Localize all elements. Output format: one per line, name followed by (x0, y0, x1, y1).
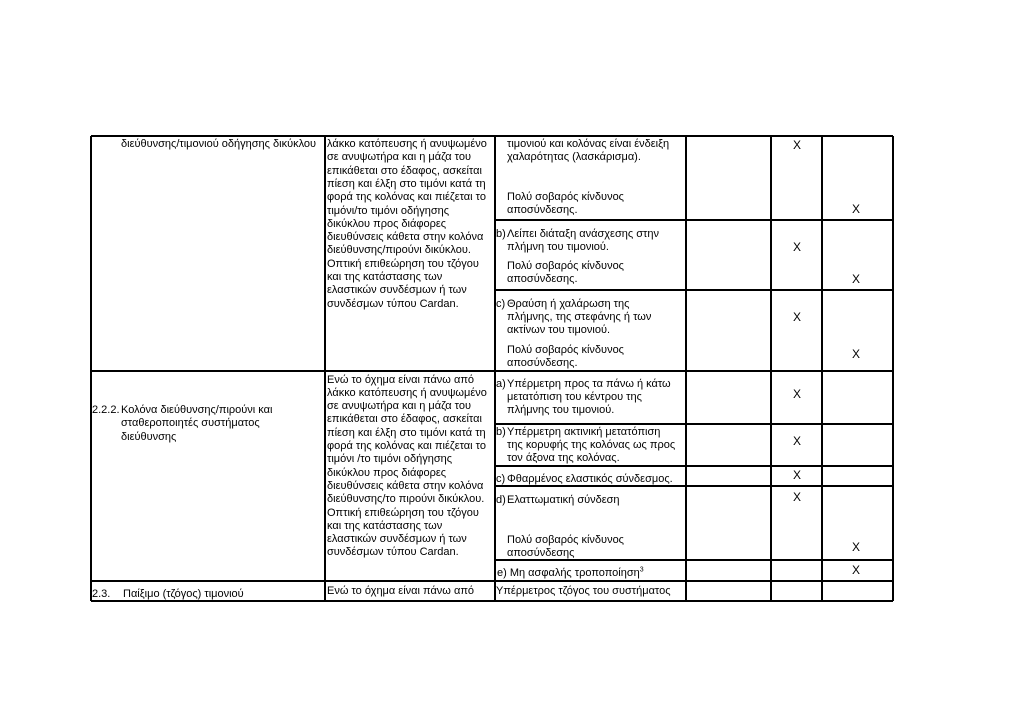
row1-method-line: φορά της κολόνας και πιέζεται το (327, 191, 486, 204)
row2-defect-b-line: Υπέρμετρη ακτινική μετατόπιση (507, 425, 661, 438)
row1-method-line: δικύκλου προς διάφορες (327, 217, 447, 230)
row2-defect-d-text: Ελαττωματική σύνδεση (507, 493, 620, 506)
row1-method-line: ελαστικών συνδέσμων ή των (327, 284, 467, 297)
row1-method-line: διευθύνσεις κάθετα στην κολόνα (327, 231, 484, 244)
row2-item-title-line: διεύθυνσης (121, 430, 177, 443)
row2-item-number: 2.2.2. (92, 404, 120, 416)
row2-defect-a-line: μετατόπιση του κέντρου της (507, 390, 642, 403)
row2-c-major-mark: X (793, 468, 802, 482)
row1-defect-a-line: χαλαρότητας (λασκάρισμα). (507, 151, 641, 164)
row1-defect-c-line: πλήμνης, της στεφάνης ή των (507, 310, 652, 323)
row2-defect-a-line: πλήμνης του τιμονιού. (507, 404, 615, 417)
row1-defect-a-serious-line: Πολύ σοβαρός κίνδυνος (507, 190, 624, 203)
row1-item-title: διεύθυνσης/τιμονιού οδήγησης δικύκλου (121, 138, 317, 150)
row2-defect-b-line: τον άξονα της κολόνας. (507, 452, 620, 465)
row2-e-dangerous-mark: X (852, 563, 861, 577)
row2-method-line: διεύθυνσης/το πιρούνι δικύκλου. (327, 493, 485, 506)
row2-method-line: συνδέσμων τύπου Cardan. (327, 546, 459, 559)
row2-defect-a-label: a) (496, 377, 506, 390)
row2-d-major-mark: X (793, 490, 802, 504)
row2-defect-d-serious-line: αποσύνδεσης (507, 546, 575, 559)
row1-defect-c-label: c) (496, 297, 506, 310)
row2-defect-b-label: b) (496, 425, 506, 438)
row1-method-line: επικάθεται στο έδαφος, ασκείται (327, 164, 482, 177)
row2-method-line: και της κατάστασης των (327, 519, 443, 532)
row1-method-line: διεύθυνσης/πιρούνι δικύκλου. (327, 244, 471, 257)
row2-method-line: επικάθεται στο έδαφος, ασκείται (327, 413, 482, 426)
row2-method-line: ελαστικών συνδέσμων ή των (327, 533, 467, 546)
row1-method-line: πίεση και έλξη στο τιμόνι κατά τη (327, 177, 486, 190)
footnote-marker: 3 (639, 565, 644, 573)
row1-defect-b-serious-line: αποσύνδεσης. (507, 273, 578, 286)
row1-method-line: και της κατάστασης των (327, 271, 443, 283)
row1-defect-a-line: τιμονιού και κολόνας είναι ένδειξη (507, 138, 670, 150)
row1-method-line: Οπτική επιθεώρηση του τζόγου (327, 257, 479, 270)
row1-b-dangerous-mark: X (852, 272, 861, 286)
row2-method-line: διευθύνσεις κάθετα στην κολόνα (327, 479, 484, 492)
row1-defect-a-serious-line: αποσύνδεσης. (507, 203, 578, 216)
row2-defect-b-line: της κορυφής της κολόνας ως προς (507, 438, 676, 451)
row3-defect-line: Υπέρμετρος τζόγος του συστήματος (496, 584, 671, 597)
row2-method-line: φορά της κολόνας και πιέζεται το (327, 440, 486, 452)
row1-c-dangerous-mark: X (852, 347, 861, 361)
row1-defect-b-label: b) (496, 227, 506, 240)
row2-method-line: Ενώ το όχημα είναι πάνω από (327, 373, 475, 386)
row2-d-dangerous-mark: X (852, 540, 861, 554)
row1-method-line: σε ανυψωτήρα και η μάζα του (327, 151, 471, 164)
row2-item-title-line: σταθεροποιητές συστήματος (121, 417, 260, 430)
row1-defect-b-line: Λείπει διάταξη ανάσχεσης στην (507, 227, 659, 240)
row1-b-major-mark: X (793, 240, 802, 254)
row1-c-major-mark: X (793, 310, 802, 324)
row2-method-line: δικύκλου προς διάφορες (327, 466, 447, 479)
row1-a-dangerous-mark: X (852, 202, 861, 216)
row2-method-line: λάκκο κατόπευσης ή ανυψωμένο (327, 386, 487, 399)
row1-method-line: λάκκο κατόπευσης ή ανυψωμένο (327, 138, 487, 150)
row1-method-line: συνδέσμων τύπου Cardan. (327, 297, 459, 310)
row2-a-major-mark: X (793, 387, 802, 401)
row1-a-major-mark: X (793, 138, 802, 152)
row2-defect-e-text (497, 567, 644, 580)
row2-defect-a-line: Υπέρμετρη προς τα πάνω ή κάτω (507, 377, 671, 390)
row2-method-line: Οπτική επιθεώρηση του τζόγου (327, 506, 479, 519)
row1-method-line: τιμόνι/το τιμόνι οδήγησης (327, 204, 450, 217)
row2-b-major-mark: X (793, 434, 802, 448)
row1-defect-b-line: πλήμνη του τιμονιού. (507, 240, 609, 253)
row1-defect-c-line: Θραύση ή χαλάρωση της (507, 297, 630, 310)
row3-item-number: 2.3. (92, 587, 111, 600)
row1-defect-c-serious-line: αποσύνδεσης. (507, 356, 578, 369)
row2-defect-d-serious-line: Πολύ σοβαρός κίνδυνος (507, 533, 624, 546)
row2-defect-e-label: e) Μη ασφαλής τροποποίηση (497, 566, 640, 579)
row2-item-title-line: Κολόνα διεύθυνσης/πιρούνι και (121, 404, 273, 416)
row1-defect-c-serious-line: Πολύ σοβαρός κίνδυνος (507, 343, 624, 356)
row3-item-title: Παίξιμο (τζόγος) τιμονιού (123, 587, 244, 600)
row2-defect-d-label: d) (496, 493, 506, 506)
row2-defect-c-text: Φθαρμένος ελαστικός σύνδεσμος. (507, 472, 673, 485)
row2-defect-c-label: c) (496, 472, 506, 485)
row1-defect-b-serious-line: Πολύ σοβαρός κίνδυνος (507, 260, 624, 272)
row1-defect-c-line: ακτίνων του τιμονιού. (507, 324, 611, 337)
row2-method-line: πίεση και έλξη στο τιμόνι κατά τη (327, 426, 486, 439)
row2-method-line: τιμόνι /το τιμόνι οδήγησης (327, 453, 453, 466)
row2-method-line: σε ανυψωτήρα και η μάζα του (327, 400, 471, 413)
row3-method-line: Ενώ το όχημα είναι πάνω από (327, 584, 475, 597)
